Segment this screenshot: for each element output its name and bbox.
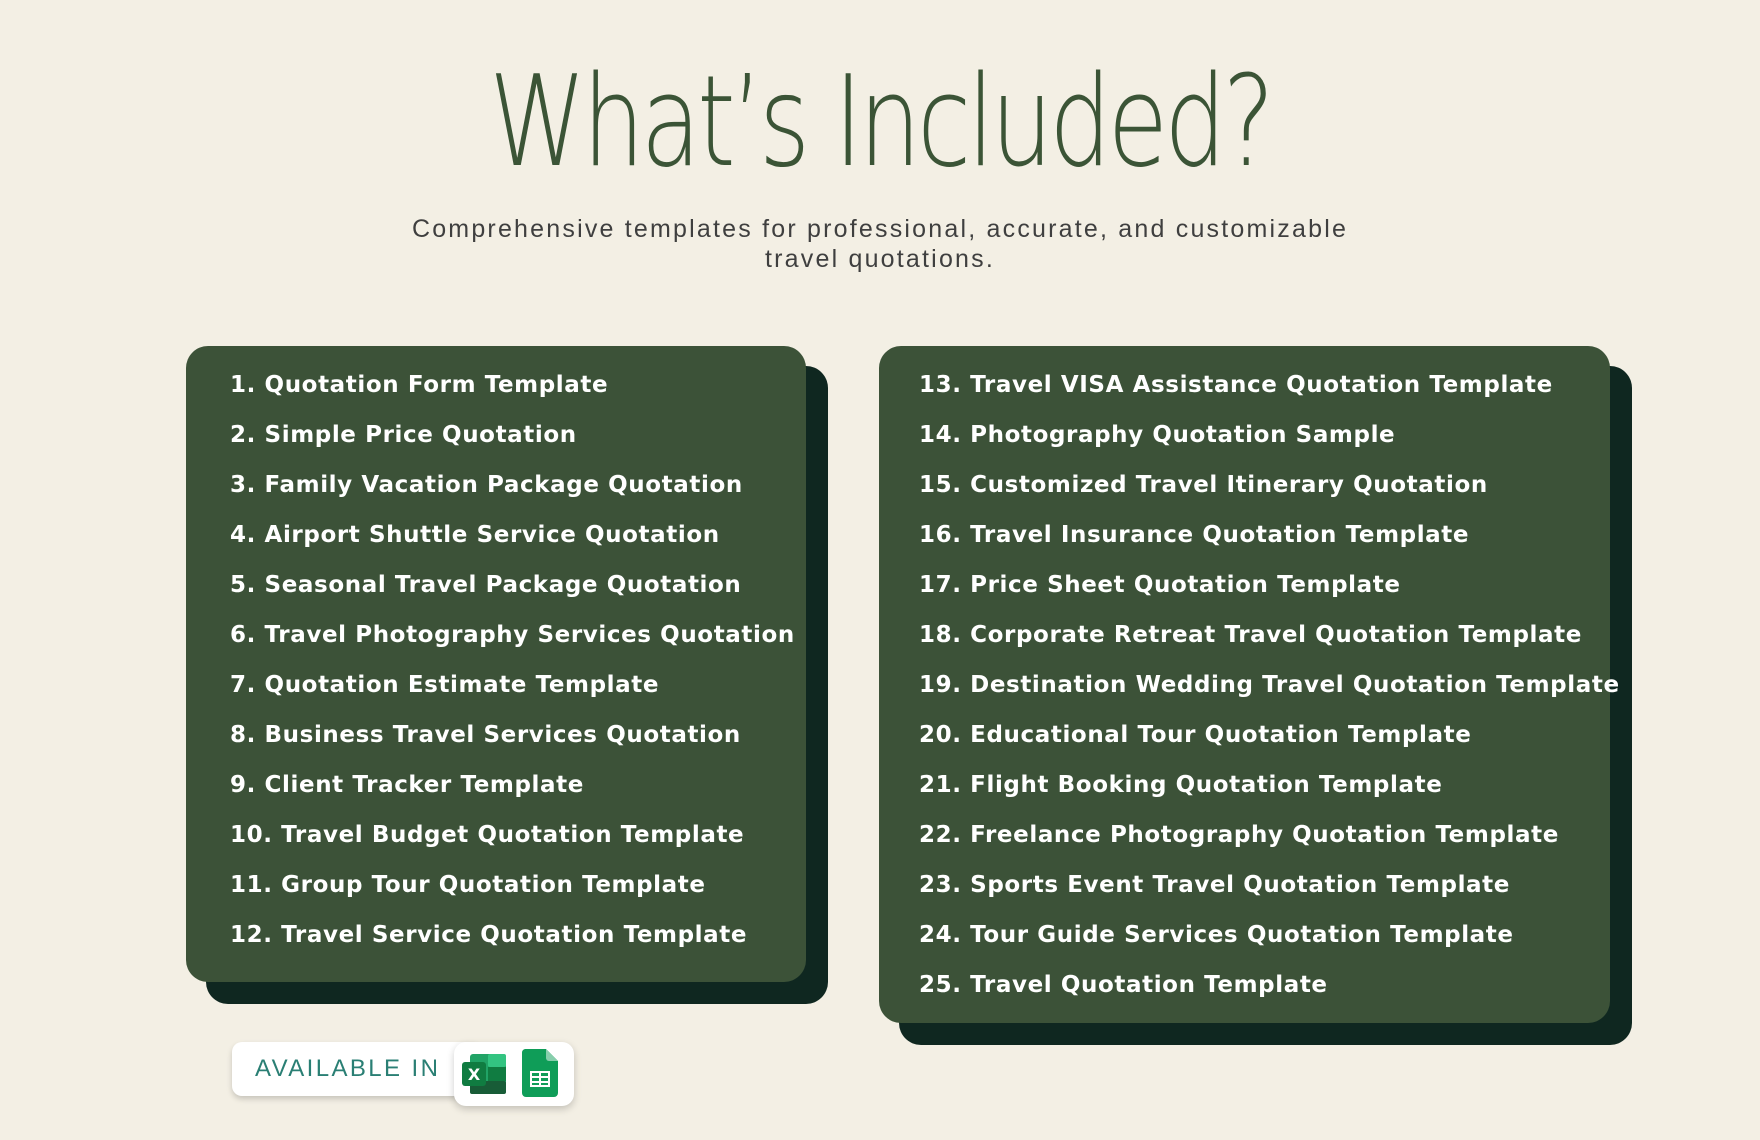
template-list-item: 16. Travel Insurance Quotation Template <box>919 522 1470 548</box>
page-title: What’s Included? <box>489 48 1271 195</box>
template-list-item: 21. Flight Booking Quotation Template <box>919 772 1443 798</box>
template-list-item: 5. Seasonal Travel Package Quotation <box>230 572 742 598</box>
template-list-item: 17. Price Sheet Quotation Template <box>919 572 1401 598</box>
template-list-item: 24. Tour Guide Services Quotation Template <box>919 922 1514 948</box>
excel-icon <box>460 1052 508 1096</box>
template-list-item: 14. Photography Quotation Sample <box>919 422 1396 448</box>
card-panel <box>186 346 806 982</box>
template-list-item: 7. Quotation Estimate Template <box>230 672 660 698</box>
google-sheets-icon <box>522 1049 558 1097</box>
template-list-item: 12. Travel Service Quotation Template <box>230 922 748 948</box>
template-list-item: 4. Airport Shuttle Service Quotation <box>230 522 720 548</box>
subtitle-line-2: travel quotations. <box>765 245 995 273</box>
template-list-item: 19. Destination Wedding Travel Quotation Template <box>919 672 1620 698</box>
page-subtitle <box>380 214 1380 274</box>
template-list-item: 15. Customized Travel Itinerary Quotation <box>919 472 1488 498</box>
template-list-item: 13. Travel VISA Assistance Quotation Template <box>919 372 1553 398</box>
templates-list-left <box>186 346 828 1004</box>
card-panel <box>879 346 1620 1023</box>
template-list-item: 20. Educational Tour Quotation Template <box>919 722 1472 748</box>
template-list-item: 8. Business Travel Services Quotation <box>230 722 741 748</box>
left-template-list <box>186 360 806 960</box>
templates-list-right <box>879 346 1632 1045</box>
template-list-item: 2. Simple Price Quotation <box>230 422 577 448</box>
app-icons-box <box>454 1042 574 1106</box>
template-list-item: 23. Sports Event Travel Quotation Template <box>919 872 1510 898</box>
right-template-list <box>879 360 1620 1010</box>
available-in-label: AVAILABLE IN <box>255 1055 441 1082</box>
template-list-item: 3. Family Vacation Package Quotation <box>230 472 743 498</box>
template-list-item: 22. Freelance Photography Quotation Template <box>919 822 1559 848</box>
subtitle-line-1: Comprehensive templates for professional, accurate, and customizable <box>411 215 1349 243</box>
template-list-item: 25. Travel Quotation Template <box>919 972 1328 998</box>
template-list-item: 10. Travel Budget Quotation Template <box>230 822 745 848</box>
available-in-badge <box>232 1042 482 1096</box>
template-list-item: 1. Quotation Form Template <box>230 372 609 398</box>
template-list-item: 6. Travel Photography Services Quotation <box>230 622 795 648</box>
excel-glyph: X <box>467 1065 481 1084</box>
template-list-item: 9. Client Tracker Template <box>230 772 584 798</box>
template-list-item: 18. Corporate Retreat Travel Quotation Template <box>919 622 1582 648</box>
template-list-item: 11. Group Tour Quotation Template <box>230 872 706 898</box>
